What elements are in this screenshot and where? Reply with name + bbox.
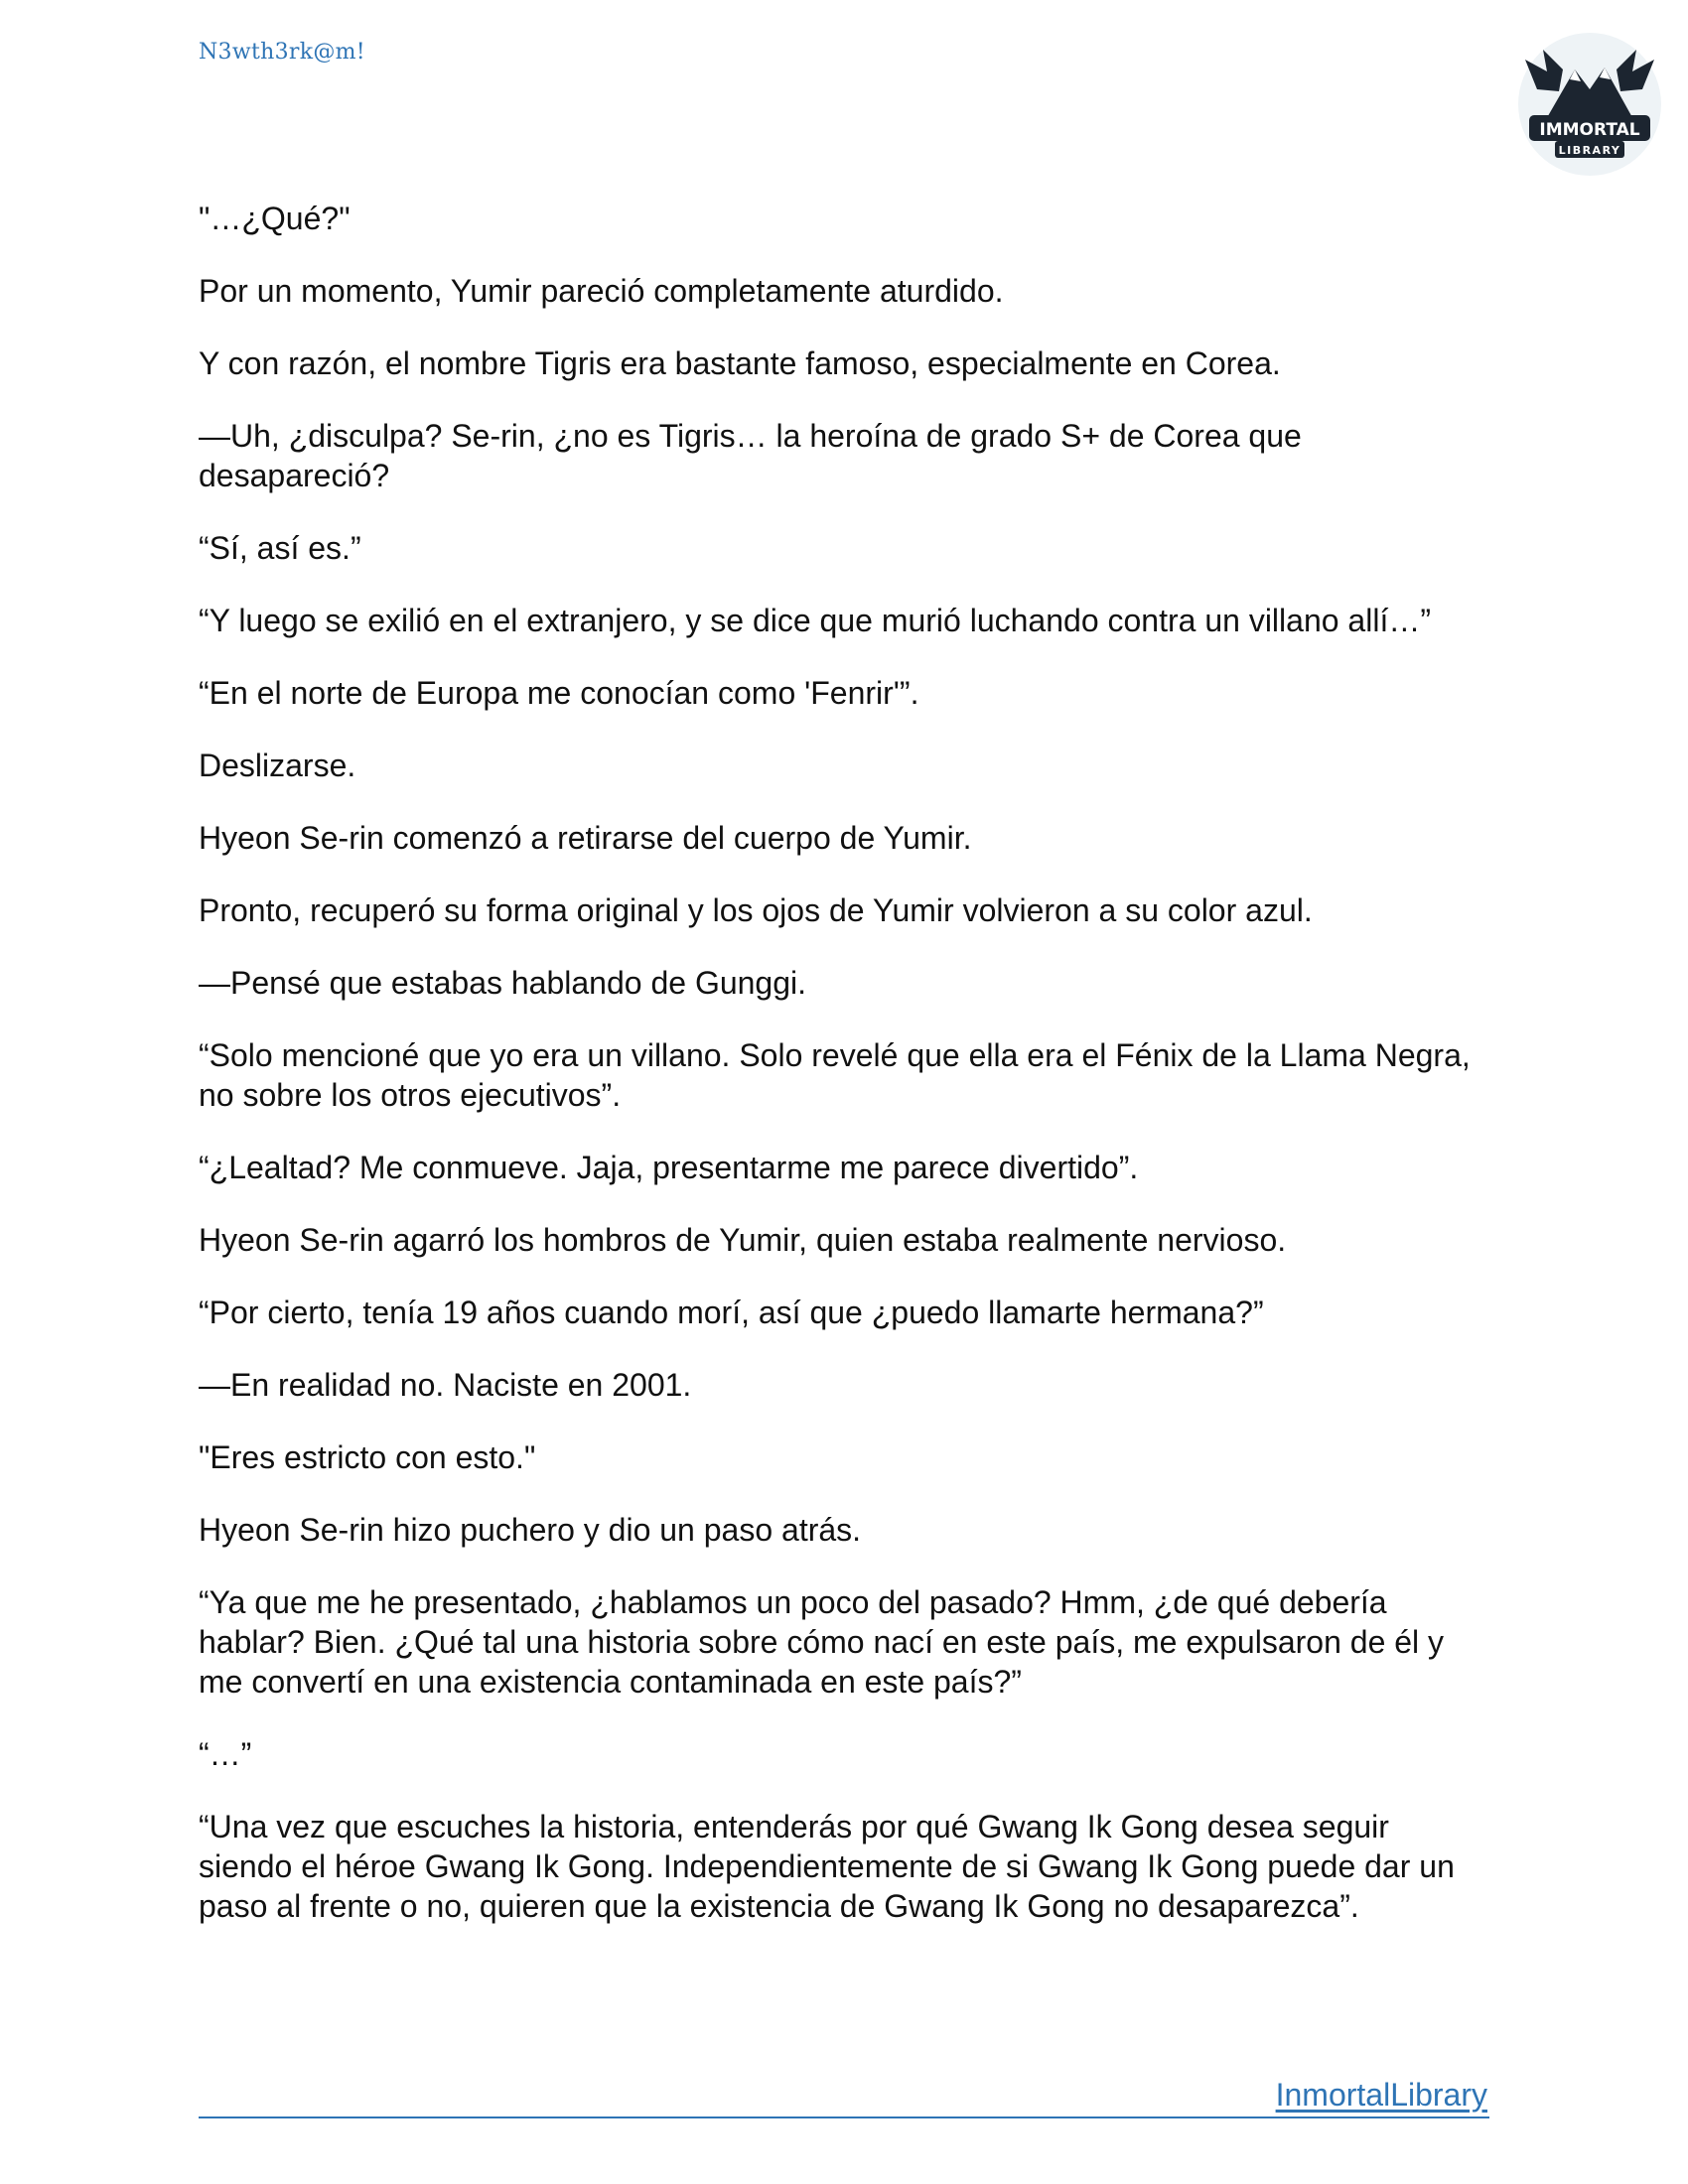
header-watermark: N3wth3rk@m! xyxy=(199,40,365,65)
logo-label-bottom: LIBRARY xyxy=(1558,144,1621,157)
paragraph: “En el norte de Europa me conocían como 'Fenrir'”. xyxy=(199,675,919,711)
paragraph: “Solo mencioné que yo era un villano. Solo revelé que ella era el Fénix de la Llama Negra, no sobre los otros ejecutivos”. xyxy=(199,1037,1471,1113)
paragraph: —Uh, ¿disculpa? Se-rin, ¿no es Tigris… la heroína de grado S+ de Corea que desapareció? xyxy=(199,418,1302,493)
paragraph: Hyeon Se-rin hizo puchero y dio un paso atrás. xyxy=(199,1512,862,1548)
paragraph: —En realidad no. Naciste en 2001. xyxy=(199,1367,692,1403)
paragraph: “Una vez que escuches la historia, entenderás por qué Gwang Ik Gong desea seguir siendo el héroe Gwang Ik Gong. Independientemente de si Gwang Ik Gong puede dar un paso al frente o no, quieren que la existencia de Gwang Ik Gong no desaparezca”. xyxy=(199,1809,1455,1924)
paragraph: Por un momento, Yumir pareció completamente aturdido. xyxy=(199,273,1004,309)
paragraph: —Pensé que estabas hablando de Gunggi. xyxy=(199,965,807,1001)
paragraph: “Por cierto, tenía 19 años cuando morí, así que ¿puedo llamarte hermana?” xyxy=(199,1295,1264,1330)
paragraph: “¿Lealtad? Me conmueve. Jaja, presentarme me parece divertido”. xyxy=(199,1150,1139,1185)
footer-site-link[interactable]: InmortalLibrary xyxy=(1275,2077,1487,2113)
immortal-library-logo xyxy=(1515,30,1664,179)
paragraph: "Eres estricto con esto." xyxy=(199,1439,536,1475)
paragraph: "…¿Qué?" xyxy=(199,201,351,236)
paragraph: “…” xyxy=(199,1736,252,1772)
paragraph: Deslizarse. xyxy=(199,748,356,783)
paragraph: “Ya que me he presentado, ¿hablamos un poco del pasado? Hmm, ¿de qué debería hablar? Bien. ¿Qué tal una historia sobre cómo nací en este país, me expulsaron de él y me convertí en una existencia contaminada en este país?” xyxy=(199,1584,1445,1700)
paragraph: Hyeon Se-rin agarró los hombros de Yumir, quien estaba realmente nervioso. xyxy=(199,1222,1287,1258)
paragraph: Y con razón, el nombre Tigris era bastante famoso, especialmente en Corea. xyxy=(199,345,1281,381)
footer-divider xyxy=(199,2116,1489,2118)
paragraph: Pronto, recuperó su forma original y los ojos de Yumir volvieron a su color azul. xyxy=(199,892,1313,928)
logo-label-top: IMMORTAL xyxy=(1539,120,1640,140)
paragraph: Hyeon Se-rin comenzó a retirarse del cuerpo de Yumir. xyxy=(199,820,972,856)
paragraph: “Y luego se exilió en el extranjero, y se dice que murió luchando contra un villano allí…” xyxy=(199,603,1431,638)
document-body xyxy=(199,199,1489,1959)
paragraph: “Sí, así es.” xyxy=(199,530,361,566)
